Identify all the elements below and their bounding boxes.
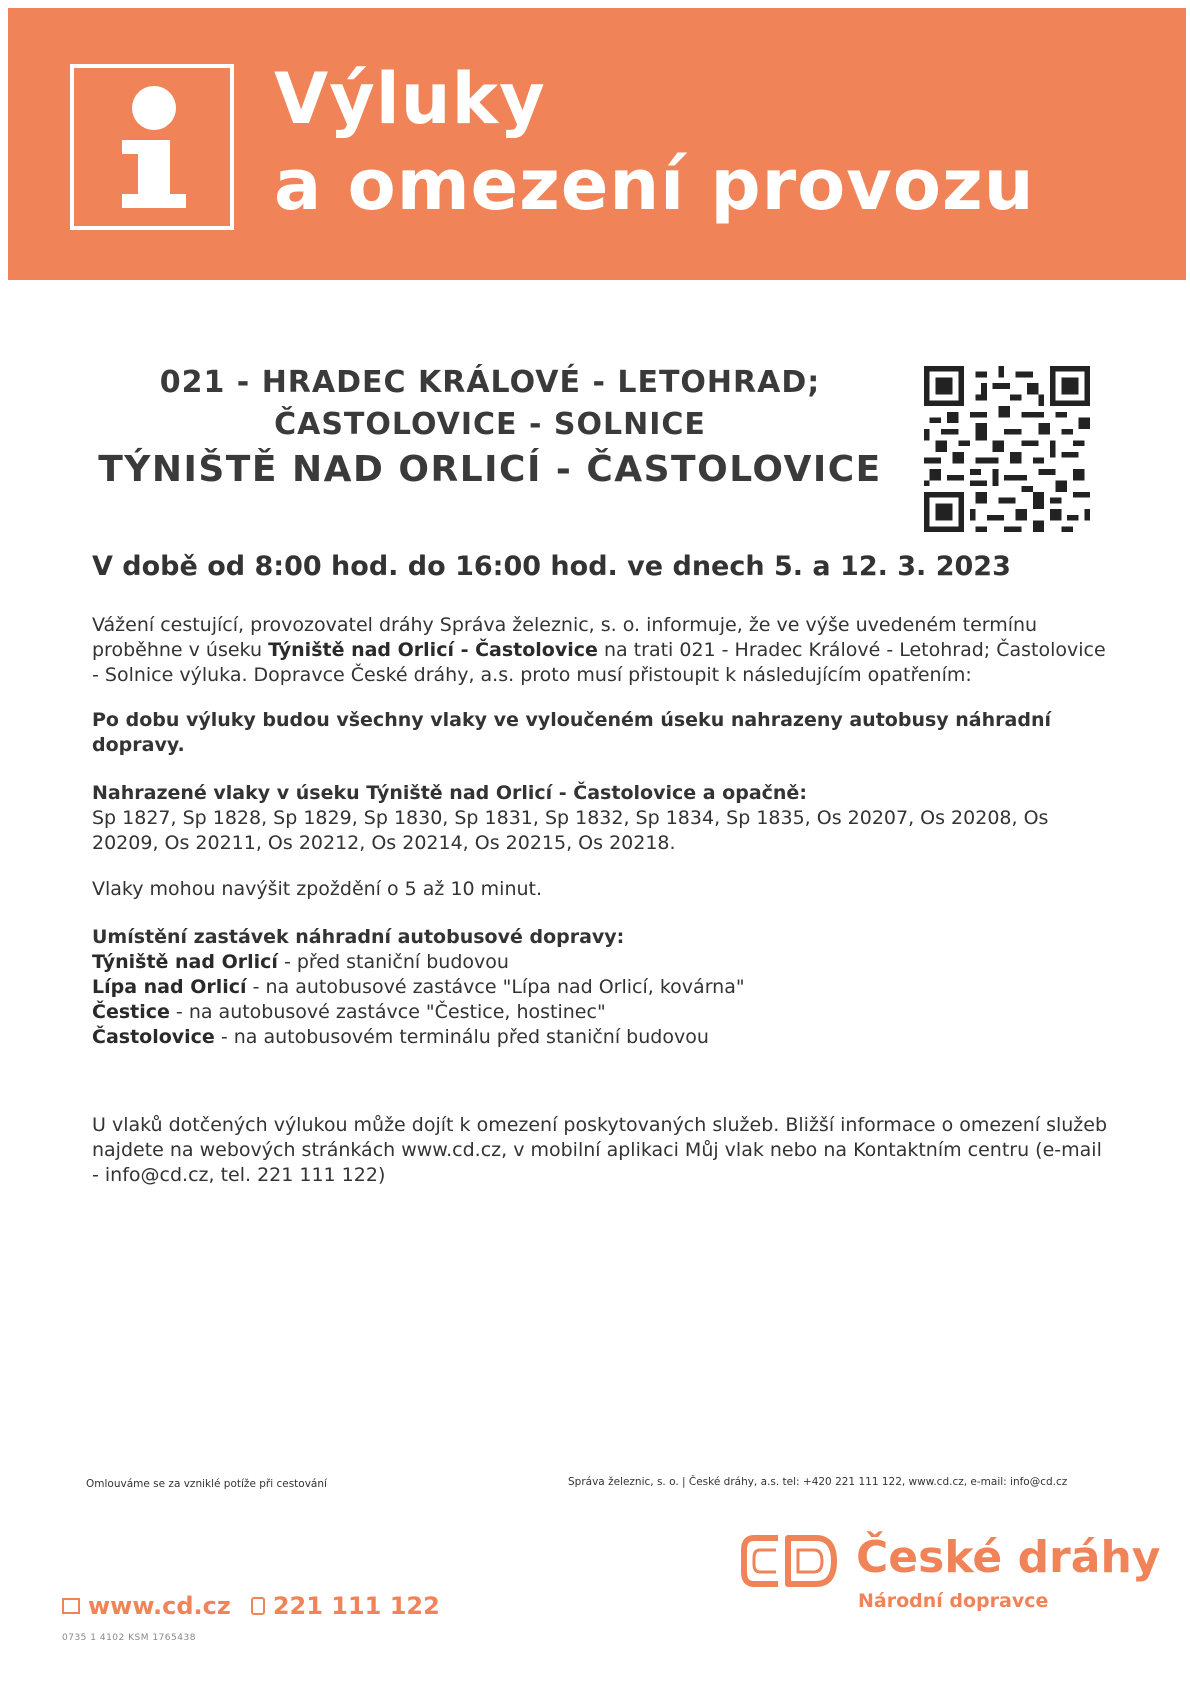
title-line-2: a omezení provozu [274,144,1035,226]
operator-contacts: Správa železnic, s. o. | České dráhy, a.s. tel: +420 221 111 122, www.cd.cz, e-mail: info@cd.cz [568,1476,1068,1488]
monitor-icon [62,1598,80,1614]
route-section: TÝNIŠTĚ NAD ORLICÍ - ČASTOLOVICE [98,449,882,490]
website-link[interactable]: www.cd.cz [88,1592,231,1620]
intro-text-2: na trati 021 - Hradec Králové - Letohrad; Častolovice - Solnice výluka. Dopravce České dráhy, a.s. proto musí přistoupit k následujícím opatřením: [92,639,1106,686]
list-item [92,1000,1112,1025]
phone-contact [231,1592,440,1620]
qr-code-icon[interactable] [924,366,1090,532]
stop-name: Týniště nad Orlicí [92,951,278,973]
header-banner [8,8,1186,280]
brand-name: České dráhy [856,1532,1161,1583]
replaced-trains-list: Sp 1827, Sp 1828, Sp 1829, Sp 1830, Sp 1831, Sp 1832, Sp 1834, Sp 1835, Os 20207, Os 20208, Os 20209, Os 20211, Os 20212, Os 20214, Os 20215, Os 20218. [92,807,1049,854]
phone-icon [251,1597,265,1615]
route-line-1: 021 - HRADEC KRÁLOVÉ - LETOHRAD; [159,365,821,400]
stop-description: - na autobusové zastávce "Čestice, hostinec" [169,1001,606,1023]
footer-contacts [62,1590,440,1622]
list-item [92,975,1112,1000]
bus-stops [92,925,1112,1050]
route-line-2: ČASTOLOVICE - SOLNICE [274,407,706,442]
stop-description: - na autobusovém terminálu před staniční budovou [214,1026,709,1048]
intro-text-1: Vážení cestující, provozovatel dráhy Správa železnic, s. o. informuje, že ve výše uvedeném termínu proběhne v úseku [92,614,1038,661]
info-icon [70,64,234,230]
stop-name: Lípa nad Orlicí [92,976,247,998]
stop-name: Častolovice [92,1026,215,1048]
list-item [92,1025,1112,1050]
route-heading [80,362,900,494]
brand-subtitle: Národní dopravce [858,1590,1049,1612]
intro-section: Týniště nad Orlicí - Častolovice [268,639,598,661]
intro-paragraph [92,613,1112,688]
print-codes: 0735 1 4102 KSM 1765438 [62,1633,196,1643]
apology-text: Omlouváme se za vzniklé potíže při cestování [86,1478,327,1490]
phone-number[interactable]: 221 111 122 [272,1592,440,1620]
closure-period: V době od 8:00 hod. do 16:00 hod. ve dnech 5. a 12. 3. 2023 [92,551,1011,582]
stop-description: - před staniční budovou [277,951,509,973]
list-item [92,950,1112,975]
delay-note: Vlaky mohou navýšit zpoždění o 5 až 10 minut. [92,878,543,900]
replaced-trains-heading: Nahrazené vlaky v úseku Týniště nad Orlicí - Častolovice a opačně: [92,782,807,804]
bus-replacement-notice: Po dobu výluky budou všechny vlaky ve vyloučeném úseku nahrazeny autobusy náhradní dopravy. [92,709,1051,756]
page-title [274,56,1035,228]
contact-paragraph: U vlaků dotčených výlukou může dojít k omezení poskytovaných služeb. Bližší informace o omezení služeb najdete na webových stránkách www.cd.cz, v mobilní aplikaci Můj vlak nebo na Kontaktním centru (e-mail - info@cd.cz, tel. 221 111 122) [92,1114,1108,1186]
stop-name: Čestice [92,1001,170,1023]
title-line-1: Výluky [274,58,546,140]
stop-description: - na autobusové zastávce "Lípa nad Orlicí, kovárna" [246,976,745,998]
bus-stops-heading: Umístění zastávek náhradní autobusové dopravy: [92,926,625,948]
replaced-trains [92,781,1112,856]
ceske-drahy-logo-icon [738,1528,842,1594]
